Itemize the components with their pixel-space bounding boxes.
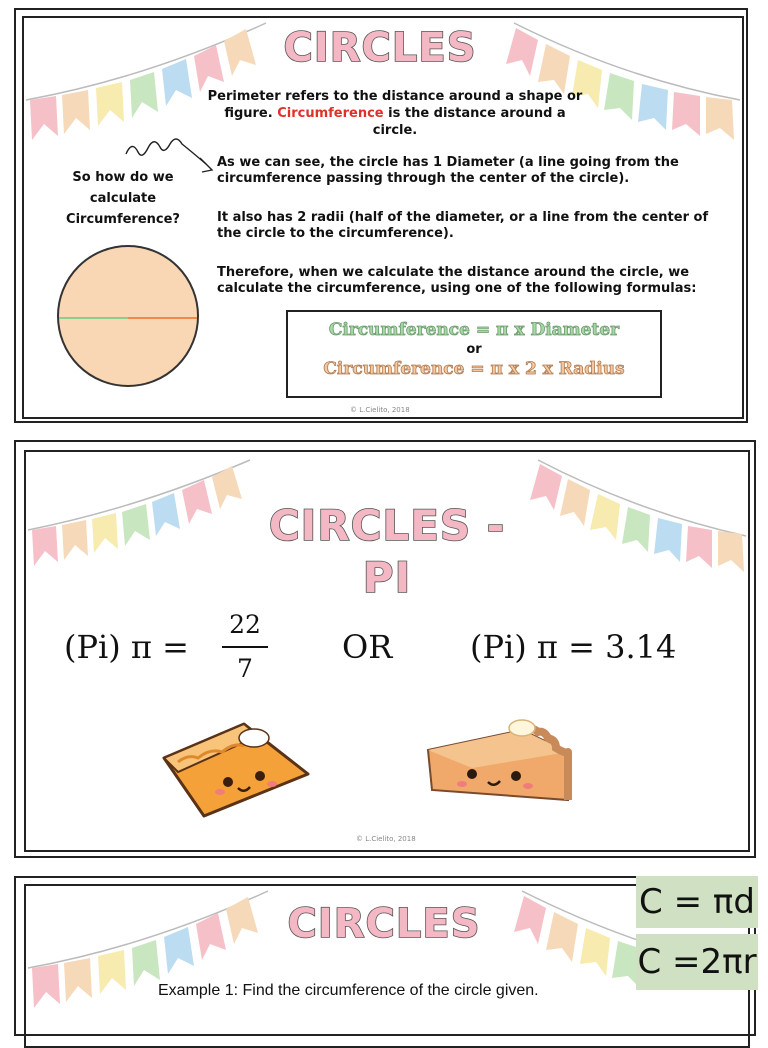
copyright-text: © L.Cielito, 2018	[356, 835, 416, 843]
circle-diagram	[54, 242, 202, 390]
bunting-flag	[226, 897, 258, 944]
bunting-flag	[32, 526, 58, 566]
bunting-flag	[132, 940, 160, 986]
bunting-flag	[98, 950, 126, 994]
paragraph-therefore: Therefore, when we calculate the distance around the circle, we calculate the circumference, using one of the following formulas:	[217, 265, 697, 296]
slide-title-text: CIRCLES	[287, 901, 481, 947]
pi-fraction-numerator: 22	[229, 610, 261, 639]
slide-circles-intro	[14, 8, 748, 423]
formula-note-radius: C =2πr	[636, 934, 758, 990]
bunting-flag	[514, 896, 546, 944]
bunting-right	[528, 456, 750, 580]
slide-title	[242, 500, 532, 604]
bunting-flag	[162, 59, 192, 106]
formula-note-diameter: C = πd	[636, 876, 758, 928]
formula-diameter: Circumference = π x Diameter	[328, 320, 620, 340]
bunting-flag	[62, 90, 90, 134]
bunting-flag	[224, 29, 256, 76]
bunting-flag	[122, 504, 150, 546]
bunting-flag	[62, 520, 88, 560]
intro-text-2: is the distance around a circle.	[372, 106, 566, 138]
bunting-flag	[560, 479, 590, 526]
or-text: OR	[342, 628, 393, 666]
bunting-flag	[212, 466, 242, 509]
slide-title	[280, 24, 480, 72]
bunting-flag	[182, 480, 212, 524]
paragraph-radii: It also has 2 radii (half of the diameter, or a line from the center of the circle to the circumference).	[217, 210, 709, 241]
bunting-flag	[506, 28, 538, 76]
intro-text-1: Perimeter refers to the distance around a shape or figure.	[207, 89, 583, 121]
circle-shape	[58, 246, 198, 386]
intro-paragraph	[200, 88, 590, 139]
bunting-flag	[590, 494, 620, 540]
bunting-flag	[164, 927, 194, 974]
bunting-flag	[538, 44, 570, 94]
fraction-bar	[222, 646, 268, 648]
slide-title	[284, 900, 484, 948]
bunting-flag	[672, 92, 700, 136]
bunting-flag	[92, 513, 118, 553]
bunting-flag	[30, 96, 58, 140]
bunting-flag	[638, 84, 668, 130]
slide-title-text: CIRCLES	[283, 25, 477, 71]
bunting-flag	[718, 531, 744, 572]
formula-radius: Circumference = π x 2 x Radius	[323, 359, 625, 379]
pi-fraction-label: (Pi) π =	[64, 628, 189, 666]
pi-fraction-denominator: 7	[237, 654, 253, 683]
question-text: So how do we calculate Circumference?	[66, 170, 180, 227]
pie-slice-left-icon	[158, 712, 318, 832]
bunting-flag	[604, 73, 634, 120]
pi-decimal: (Pi) π = 3.14	[470, 628, 677, 666]
formula-or: or	[466, 342, 482, 357]
bunting-flag	[152, 493, 180, 536]
pie-slice-right-icon	[418, 708, 588, 828]
copyright-text: © L.Cielito, 2018	[350, 406, 410, 414]
bunting-flag	[580, 928, 610, 976]
example-prompt: Example 1: Find the circumference of the circle given.	[158, 982, 539, 999]
bunting-left	[28, 456, 260, 566]
bunting-flag	[32, 964, 60, 1008]
formula-box	[286, 310, 662, 398]
bunting-flag	[530, 464, 562, 510]
bunting-flag	[686, 526, 712, 568]
slide-circles-pi	[14, 440, 756, 858]
slide-title-text: CIRCLES - PI	[268, 501, 506, 602]
bunting-flag	[130, 72, 158, 118]
bunting-flag	[622, 507, 650, 552]
intro-highlight: Circumference	[277, 106, 384, 121]
bunting-flag	[654, 518, 682, 562]
bunting-flag	[64, 958, 92, 1002]
bunting-flag	[546, 912, 578, 962]
paragraph-diameter: As we can see, the circle has 1 Diameter (a line going from the circumference passing through the center of the circle).	[217, 155, 679, 186]
bunting-flag	[96, 82, 124, 126]
bunting-flag	[706, 97, 734, 140]
